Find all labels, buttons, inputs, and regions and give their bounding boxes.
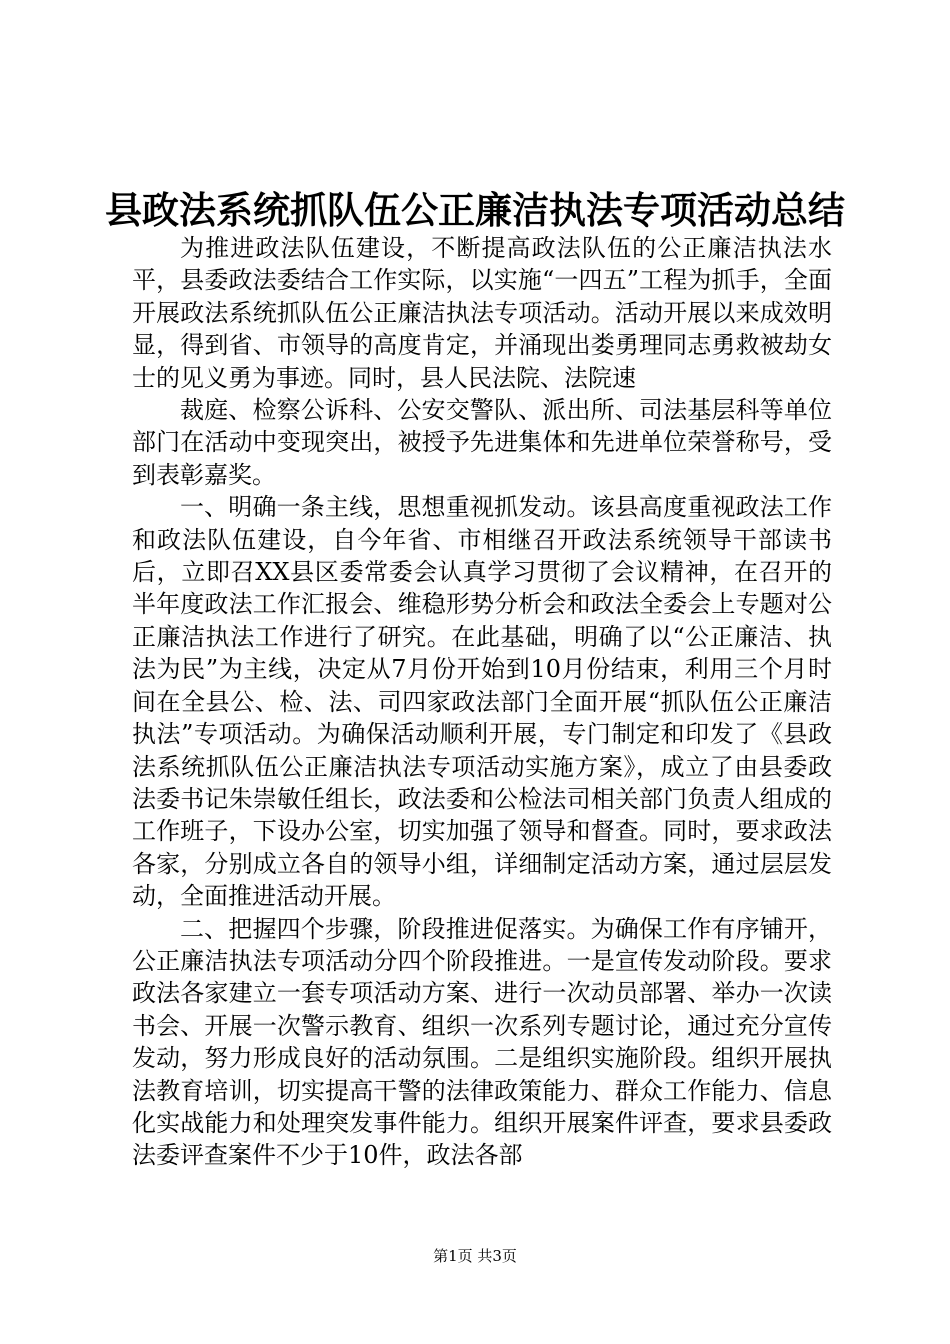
paragraph-units: 裁庭、检察公诉科、公安交警队、派出所、司法基层科等单位部门在活动中变现突出，被授予先进集体和先进单位荣誉称号，受到表彰嘉奖。 bbox=[132, 396, 832, 489]
paragraph-section-two: 二、把握四个步骤，阶段推进促落实。为确保工作有序铺开，公正廉洁执法专项活动分四个阶段推进。一是宣传发动阶段。要求政法各家建立一套专项活动方案、进行一次动员部署、举办一次读书会、开展一次警示教育、组织一次系列专题讨论，通过充分宣传发动，努力形成良好的活动氛围。二是组织实施阶段。组织开展执法教育培训，切实提高干警的法律政策能力、群众工作能力、信息化实战能力和处理突发事件能力。组织开展案件评查，要求县委政法委评查案件不少于10件，政法各部 bbox=[132, 914, 832, 1170]
page-footer: 第1页 共3页 bbox=[433, 1247, 517, 1265]
paragraph-section-one: 一、明确一条主线，思想重视抓发动。该县高度重视政法工作和政法队伍建设，自今年省、市相继召开政法系统领导干部读书后，立即召XX县区委常委会认真学习贯彻了会议精神，在召开的半年度政法工作汇报会、维稳形势分析会和政法全委会上专题对公正廉洁执法工作进行了研究。在此基础，明确了以“公正廉洁、执法为民”为主线，决定从7月份开始到10月份结束，利用三个月时间在全县公、检、法、司四家政法部门全面开展“抓队伍公正廉洁执法”专项活动。为确保活动顺利开展，专门制定和印发了《县政法系统抓队伍公正廉洁执法专项活动实施方案》，成立了由县委政法委书记朱崇敏任组长，政法委和公检法司相关部门负责人组成的工作班子，下设办公室，切实加强了领导和督查。同时，要求政法各家，分别成立各自的领导小组，详细制定活动方案，通过层层发动，全面推进活动开展。 bbox=[132, 493, 832, 911]
document-title: 县政法系统抓队伍公正廉洁执法专项活动总结 bbox=[105, 188, 845, 232]
paragraph-intro: 为推进政法队伍建设，不断提高政法队伍的公正廉洁执法水平，县委政法委结合工作实际，以实施“一四五”工程为抓手，全面开展政法系统抓队伍公正廉洁执法专项活动。活动开展以来成效明显，得到省、市领导的高度肯定，并涌现出娄勇理同志勇救被劫女士的见义勇为事迹。同时，县人民法院、法院速 bbox=[132, 234, 832, 392]
document-body bbox=[132, 232, 832, 1172]
